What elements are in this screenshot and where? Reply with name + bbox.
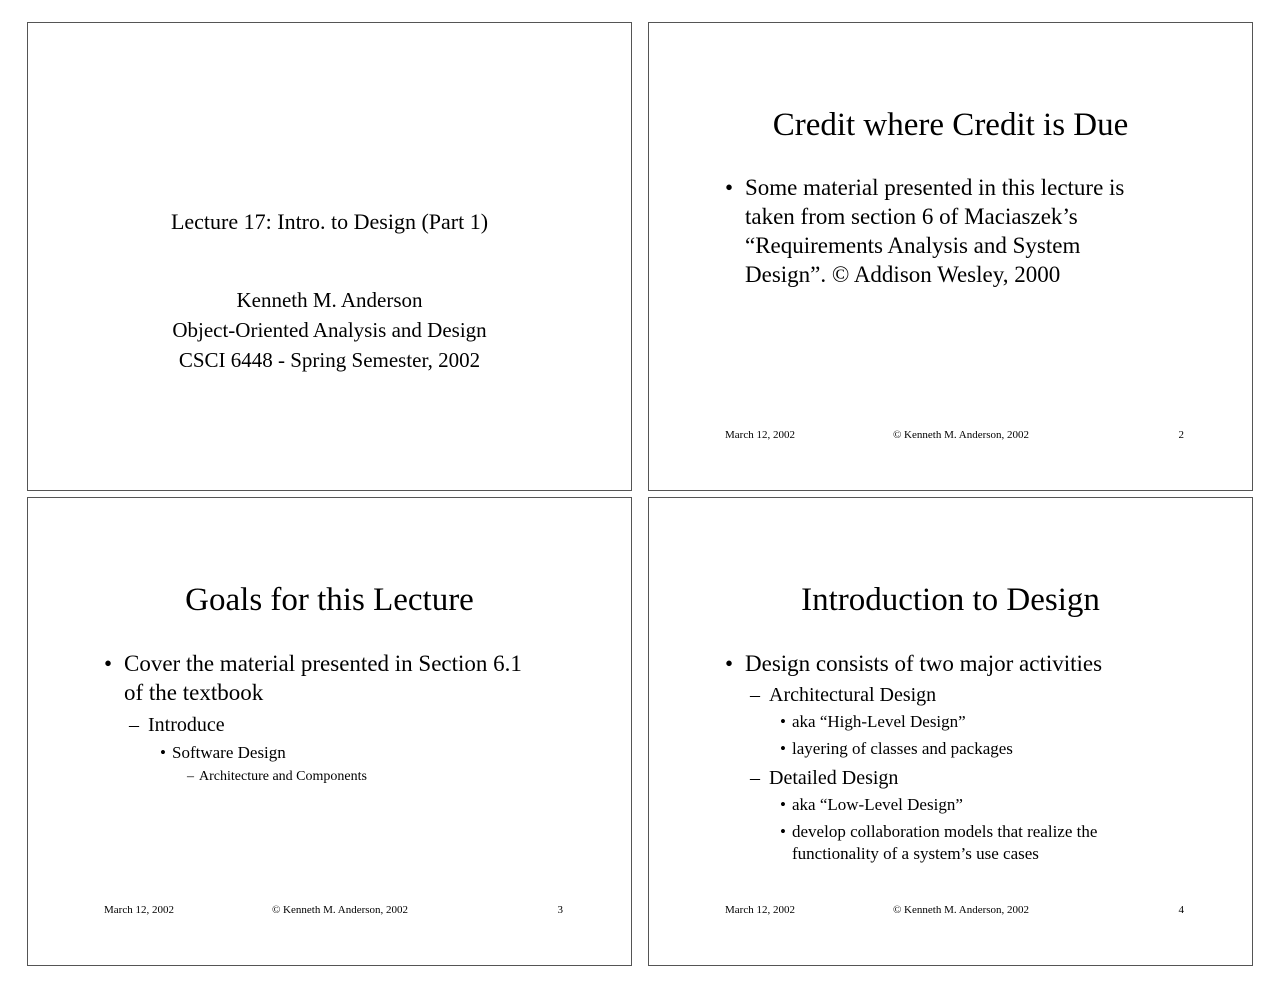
bullet-text: Design consists of two major activities bbox=[745, 651, 1103, 676]
slide-3 bbox=[27, 497, 632, 966]
footer-date: March 12, 2002 bbox=[725, 429, 795, 441]
bullet-marker: • bbox=[725, 175, 734, 200]
sub-sub-bullet-text bbox=[792, 821, 1097, 865]
footer-date: March 12, 2002 bbox=[725, 904, 795, 916]
level-4-text: Architecture and Components bbox=[199, 769, 367, 784]
slide-1 bbox=[27, 22, 632, 491]
slide-2 bbox=[648, 22, 1253, 491]
dash-marker: – bbox=[750, 767, 760, 789]
sub-bullet-text: Architectural Design bbox=[769, 684, 937, 706]
bullet-marker: • bbox=[160, 743, 166, 762]
text-line: “Requirements Analysis and System bbox=[745, 233, 1081, 258]
bullet-marker: • bbox=[725, 651, 734, 676]
text-line: Design”. © Addison Wesley, 2000 bbox=[745, 262, 1061, 287]
footer-copyright: © Kenneth M. Anderson, 2002 bbox=[892, 904, 1030, 916]
dash-marker: – bbox=[129, 714, 139, 736]
footer-copyright: © Kenneth M. Anderson, 2002 bbox=[271, 904, 409, 916]
text-line: of the textbook bbox=[124, 680, 264, 705]
dash-marker: – bbox=[750, 684, 760, 706]
sub-sub-bullet-text: layering of classes and packages bbox=[792, 739, 1013, 758]
bullet-marker: • bbox=[780, 822, 786, 841]
bullet-marker: • bbox=[780, 739, 786, 758]
author-name: Kenneth M. Anderson bbox=[236, 288, 423, 312]
text-line: Some material presented in this lecture is bbox=[745, 175, 1125, 200]
text-line: develop collaboration models that realize the bbox=[792, 822, 1098, 841]
bullet-text bbox=[745, 173, 1124, 289]
slide-title bbox=[649, 107, 1252, 144]
sub-sub-bullet-text: aka “Low-Level Design” bbox=[792, 795, 963, 814]
sub-bullet-text: Introduce bbox=[148, 714, 225, 736]
slide-title: Introduction to Design bbox=[801, 582, 1100, 618]
page-number: 4 bbox=[1178, 904, 1184, 916]
course-semester: CSCI 6448 - Spring Semester, 2002 bbox=[178, 348, 481, 372]
bullet-marker: • bbox=[104, 651, 113, 676]
footer-copyright: © Kenneth M. Anderson, 2002 bbox=[892, 429, 1030, 441]
sub-bullet-text: Detailed Design bbox=[769, 767, 899, 789]
slide-4 bbox=[648, 497, 1253, 966]
text-line: taken from section 6 of Maciaszek’s bbox=[745, 204, 1078, 229]
text-line: functionality of a system’s use cases bbox=[792, 844, 1039, 863]
text-line: Cover the material presented in Section 6.1 bbox=[124, 651, 522, 676]
bullet-text bbox=[124, 649, 522, 707]
course-name: Object-Oriented Analysis and Design bbox=[172, 318, 487, 342]
dash-marker: – bbox=[187, 769, 194, 784]
bullet-marker: • bbox=[780, 712, 786, 731]
sub-sub-bullet-text: aka “High-Level Design” bbox=[792, 712, 966, 731]
footer-date: March 12, 2002 bbox=[104, 904, 174, 916]
sub-sub-bullet-text: Software Design bbox=[172, 743, 286, 762]
page-number: 3 bbox=[557, 904, 563, 916]
lecture-title: Lecture 17: Intro. to Design (Part 1) bbox=[170, 209, 489, 234]
slide-title-text: Credit where Credit is Due bbox=[772, 107, 1129, 143]
slide-title: Goals for this Lecture bbox=[185, 582, 474, 618]
page-number: 2 bbox=[1178, 429, 1184, 441]
bullet-marker: • bbox=[780, 795, 786, 814]
